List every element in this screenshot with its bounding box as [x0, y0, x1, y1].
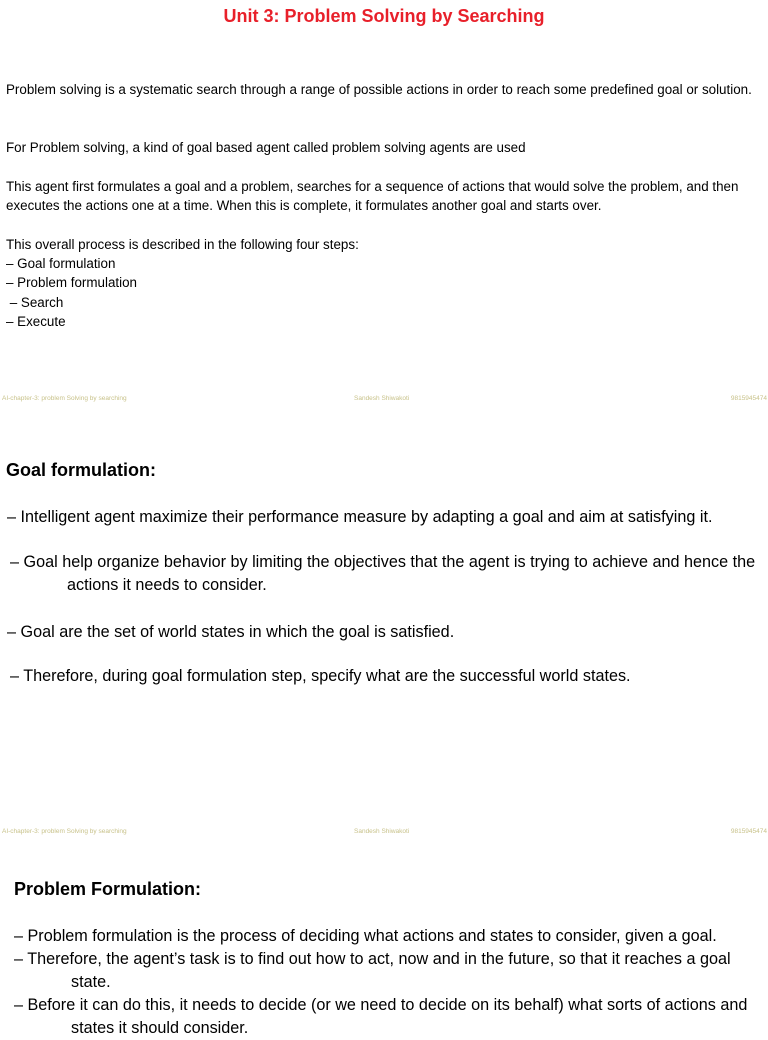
section-heading: Problem Formulation:: [14, 879, 202, 899]
list-item: – Goal formulation: [6, 256, 116, 271]
footer-chapter: AI-chapter-3: problem Solving by searching: [2, 395, 127, 402]
slide-footer: [0, 395, 768, 407]
slide-1: [0, 0, 768, 412]
goal-formulation-list: [7, 506, 763, 688]
steps-list: [6, 254, 137, 331]
section-heading: Goal formulation:: [6, 460, 156, 480]
intro-paragraph: Problem solving is a systematic search through a range of possible actions in order to reach some predefined goal or solution.: [6, 82, 752, 97]
footer-phone: 9815945474: [730, 828, 767, 835]
list-item: – Before it can do this, it needs to decide (or we need to decide on its behalf) what sorts of actions and states it should consider.: [14, 996, 748, 1037]
problem-formulation-list: [14, 925, 764, 1040]
agent-type-paragraph: For Problem solving, a kind of goal based agent called problem solving agents are used: [6, 140, 526, 155]
footer-author: Sandesh Shiwakoti: [354, 395, 410, 402]
footer-chapter: AI-chapter-3: problem Solving by searching: [2, 828, 127, 835]
list-item: – Problem formulation: [6, 275, 137, 291]
list-item: – Search: [6, 294, 64, 310]
slide-2: [0, 412, 768, 844]
list-item: – Therefore, the agent’s task is to find out how to act, now and in the future, so that it reaches a goal state.: [14, 950, 731, 991]
slide-footer: [0, 828, 768, 840]
footer-phone: 9815945474: [730, 395, 767, 402]
list-item: – Problem formulation is the process of deciding what actions and states to consider, given a goal.: [14, 927, 717, 945]
list-item: – Intelligent agent maximize their performance measure by adapting a goal and aim at satisfying it.: [7, 508, 713, 526]
list-item: – Goal are the set of world states in which the goal is satisfied.: [7, 623, 455, 641]
slide-3: [0, 844, 768, 1037]
list-item: – Goal help organize behavior by limiting the objectives that the agent is trying to achieve and hence the actions it needs to consider.: [10, 553, 756, 594]
list-item: – Execute: [6, 313, 66, 329]
list-item: – Therefore, during goal formulation step, specify what are the successful world states.: [10, 667, 631, 685]
agent-process-paragraph: This agent first formulates a goal and a problem, searches for a sequence of actions that would solve the problem, and then executes the actions one at a time. When this is complete, it formulates another goal and starts over.: [6, 179, 739, 213]
footer-author: Sandesh Shiwakoti: [354, 828, 410, 835]
steps-intro-paragraph: This overall process is described in the following four steps:: [6, 237, 359, 252]
page-title: Unit 3: Problem Solving by Searching: [223, 6, 545, 26]
